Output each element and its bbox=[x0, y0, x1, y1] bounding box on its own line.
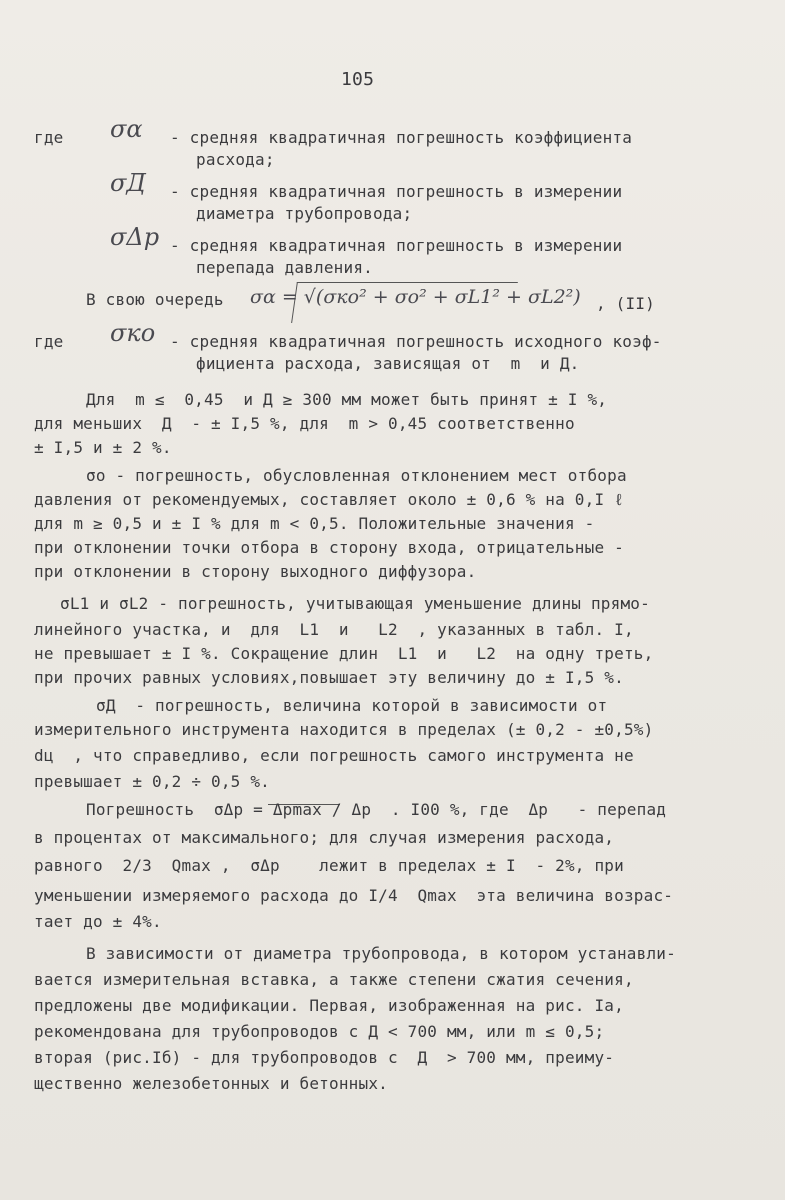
para1-line2: для меньших Д - ± I,5 %, для m > 0,45 соответственно bbox=[34, 414, 575, 433]
para6-line4: рекомендована для трубопроводов с Д < 700 мм, или m ≤ 0,5; bbox=[34, 1022, 605, 1041]
para6-line5: вторая (рис.Iб) - для трубопроводов с Д > 700 мм, преиму- bbox=[34, 1048, 615, 1067]
para2-line1: σо - погрешность, обусловленная отклонением мест отбора bbox=[86, 466, 627, 485]
formula-prefix: В свою очередь bbox=[86, 290, 224, 309]
def-sigma-d-line2: диаметра трубопровода; bbox=[196, 204, 413, 223]
def-sigma-dp-line1: - средняя квадратичная погрешность в измерении bbox=[170, 236, 623, 255]
def-sigma-ko-line2: фициента расхода, зависящая от m и Д. bbox=[196, 354, 580, 373]
symbol-sigma-ko: σко bbox=[110, 319, 156, 347]
para5-line1: Погрешность σΔp = Δpmax / Δp . I00 %, где Δp - перепад bbox=[86, 800, 667, 819]
para1-line3: ± I,5 и ± 2 %. bbox=[34, 438, 172, 457]
para6-line6: щественно железобетонных и бетонных. bbox=[34, 1074, 388, 1093]
para5-line2: в процентах от максимального; для случая измерения расхода, bbox=[34, 828, 615, 847]
def-sigma-alpha-line2: расхода; bbox=[196, 150, 275, 169]
symbol-sigma-d: σД bbox=[110, 169, 146, 197]
def-sigma-dp-line2: перепада давления. bbox=[196, 258, 373, 277]
para2-line4: при отклонении точки отбора в сторону входа, отрицательные - bbox=[34, 538, 624, 557]
para2-line2: давления от рекомендуемых, составляет около ± 0,6 % на 0,I ℓ bbox=[34, 490, 624, 509]
para4-line4: превышает ± 0,2 ÷ 0,5 %. bbox=[34, 772, 270, 791]
para1-line1: Для m ≤ 0,45 и Д ≥ 300 мм может быть принят ± I %, bbox=[86, 390, 608, 409]
formula-number: , (II) bbox=[596, 294, 655, 313]
para4-line2: измерительного инструмента находится в пределах (± 0,2 - ±0,5%) bbox=[34, 720, 654, 739]
formula-11: σα = √(σко² + σо² + σL1² + σL2²) bbox=[250, 286, 581, 308]
para4-line1: σД - погрешность, величина которой в зависимости от bbox=[96, 696, 608, 715]
para2-line3: для m ≥ 0,5 и ± I % для m < 0,5. Положительные значения - bbox=[34, 514, 595, 533]
page-number: 105 bbox=[341, 69, 375, 90]
para4-line3: dц , что справедливо, если погрешность самого инструмента не bbox=[34, 746, 634, 765]
para5-line5: тает до ± 4%. bbox=[34, 912, 162, 931]
symbol-sigma-dp: σΔp bbox=[110, 223, 160, 251]
def-lead-gde: где bbox=[34, 128, 64, 147]
def-sigma-ko-line1: - средняя квадратичная погрешность исходного коэф- bbox=[170, 332, 662, 351]
para3-line1: σL1 и σL2 - погрешность, учитывающая уменьшение длины прямо- bbox=[60, 594, 650, 613]
para3-line3: не превышает ± I %. Сокращение длин L1 и L2 на одну треть, bbox=[34, 644, 654, 663]
para6-line3: предложены две модификации. Первая, изображенная на рис. Iа, bbox=[34, 996, 624, 1015]
para6-line2: вается измерительная вставка, а также степени сжатия сечения, bbox=[34, 970, 634, 989]
symbol-sigma-alpha: σα bbox=[110, 115, 143, 143]
para6-line1: В зависимости от диаметра трубопровода, в котором устанавли- bbox=[86, 944, 676, 963]
def2-lead-gde: где bbox=[34, 332, 64, 351]
para3-line2: линейного участка, и для L1 и L2 , указанных в табл. I, bbox=[34, 620, 634, 639]
para5-line4: уменьшении измеряемого расхода до I/4 Qmax эта величина возрас- bbox=[34, 886, 674, 905]
para2-line5: при отклонении в сторону выходного диффузора. bbox=[34, 562, 477, 581]
para3-line4: при прочих равных условиях,повышает эту величину до ± I,5 %. bbox=[34, 668, 624, 687]
def-sigma-d-line1: - средняя квадратичная погрешность в измерении bbox=[170, 182, 623, 201]
def-sigma-alpha-line1: - средняя квадратичная погрешность коэффициента bbox=[170, 128, 633, 147]
para5-line3: равного 2/3 Qmax , σΔp лежит в пределах ± I - 2%, при bbox=[34, 856, 624, 875]
